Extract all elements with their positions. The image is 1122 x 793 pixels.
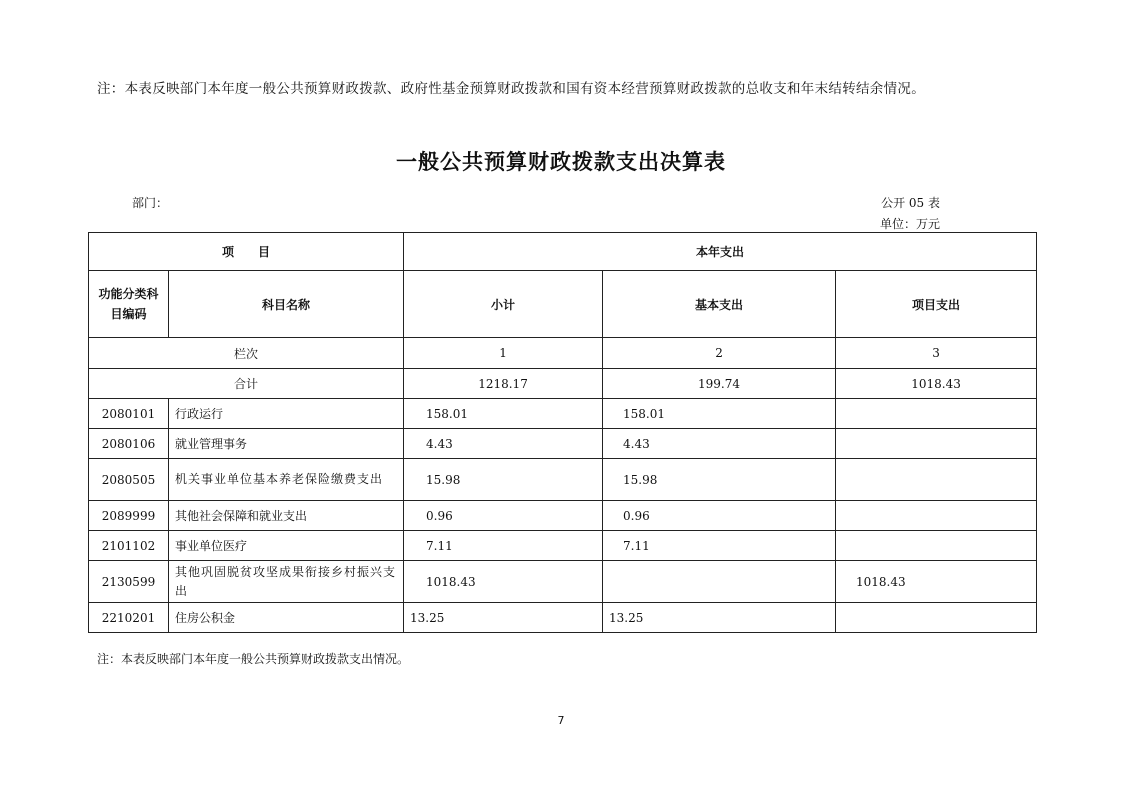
row-project xyxy=(836,459,1037,501)
row-name: 住房公积金 xyxy=(169,603,404,633)
row-code: 2130599 xyxy=(89,561,169,603)
table-row xyxy=(89,603,1037,633)
row-code: 2089999 xyxy=(89,501,169,531)
row-name: 就业管理事务 xyxy=(169,429,404,459)
row-code: 2080106 xyxy=(89,429,169,459)
row-code: 2080101 xyxy=(89,399,169,429)
table-row xyxy=(89,561,1037,603)
header-item: 项 目 xyxy=(89,233,404,271)
row-name: 机关事业单位基本养老保险缴费支出 xyxy=(169,459,404,501)
header-name: 科目名称 xyxy=(169,271,404,338)
row-basic: 7.11 xyxy=(603,531,836,561)
row-code: 2080505 xyxy=(89,459,169,501)
row-project xyxy=(836,531,1037,561)
table-row xyxy=(89,429,1037,459)
total-subtotal: 1218.17 xyxy=(404,369,603,399)
column-number-2: 2 xyxy=(603,338,836,369)
total-label: 合计 xyxy=(89,369,404,399)
row-basic xyxy=(603,561,836,603)
row-basic: 0.96 xyxy=(603,501,836,531)
row-basic: 4.43 xyxy=(603,429,836,459)
row-basic: 158.01 xyxy=(603,399,836,429)
top-note: 注：本表反映部门本年度一般公共预算财政拨款、政府性基金预算财政拨款和国有资本经营预算财政拨款的总收支和年末结转结余情况。 xyxy=(97,81,925,97)
row-subtotal: 7.11 xyxy=(404,531,603,561)
row-project xyxy=(836,603,1037,633)
row-subtotal: 1018.43 xyxy=(404,561,603,603)
row-name: 事业单位医疗 xyxy=(169,531,404,561)
header-basic: 基本支出 xyxy=(603,271,836,338)
department-label: 部门： xyxy=(132,196,169,210)
header-project: 项目支出 xyxy=(836,271,1037,338)
column-row-label: 栏次 xyxy=(89,338,404,369)
header-subtotal: 小计 xyxy=(404,271,603,338)
unit-label: 单位：万元 xyxy=(879,217,940,231)
header-this-year: 本年支出 xyxy=(404,233,1037,271)
row-code: 2210201 xyxy=(89,603,169,633)
row-subtotal: 4.43 xyxy=(404,429,603,459)
row-name: 其他社会保障和就业支出 xyxy=(169,501,404,531)
expenditure-table xyxy=(88,232,1037,633)
row-name: 行政运行 xyxy=(169,399,404,429)
total-basic: 199.74 xyxy=(603,369,836,399)
row-project xyxy=(836,429,1037,459)
row-subtotal: 15.98 xyxy=(404,459,603,501)
row-basic: 13.25 xyxy=(603,603,836,633)
row-code: 2101102 xyxy=(89,531,169,561)
table-row xyxy=(89,459,1037,501)
page-number: 7 xyxy=(557,714,565,727)
row-name: 其他巩固脱贫攻坚成果衔接乡村振兴支出 xyxy=(169,561,404,603)
row-subtotal: 0.96 xyxy=(404,501,603,531)
row-subtotal: 13.25 xyxy=(404,603,603,633)
column-number-3: 3 xyxy=(836,338,1037,369)
row-basic: 15.98 xyxy=(603,459,836,501)
header-code: 功能分类科目编码 xyxy=(89,271,169,338)
row-project xyxy=(836,501,1037,531)
row-project: 1018.43 xyxy=(836,561,1037,603)
row-project xyxy=(836,399,1037,429)
table-row xyxy=(89,531,1037,561)
row-subtotal: 158.01 xyxy=(404,399,603,429)
table-row xyxy=(89,399,1037,429)
total-project: 1018.43 xyxy=(836,369,1037,399)
bottom-note: 注：本表反映部门本年度一般公共预算财政拨款支出情况。 xyxy=(97,652,410,666)
page-title: 一般公共预算财政拨款支出决算表 xyxy=(396,150,726,174)
column-number-1: 1 xyxy=(404,338,603,369)
public-table-number: 公开 05 表 xyxy=(881,196,940,210)
table-row xyxy=(89,501,1037,531)
